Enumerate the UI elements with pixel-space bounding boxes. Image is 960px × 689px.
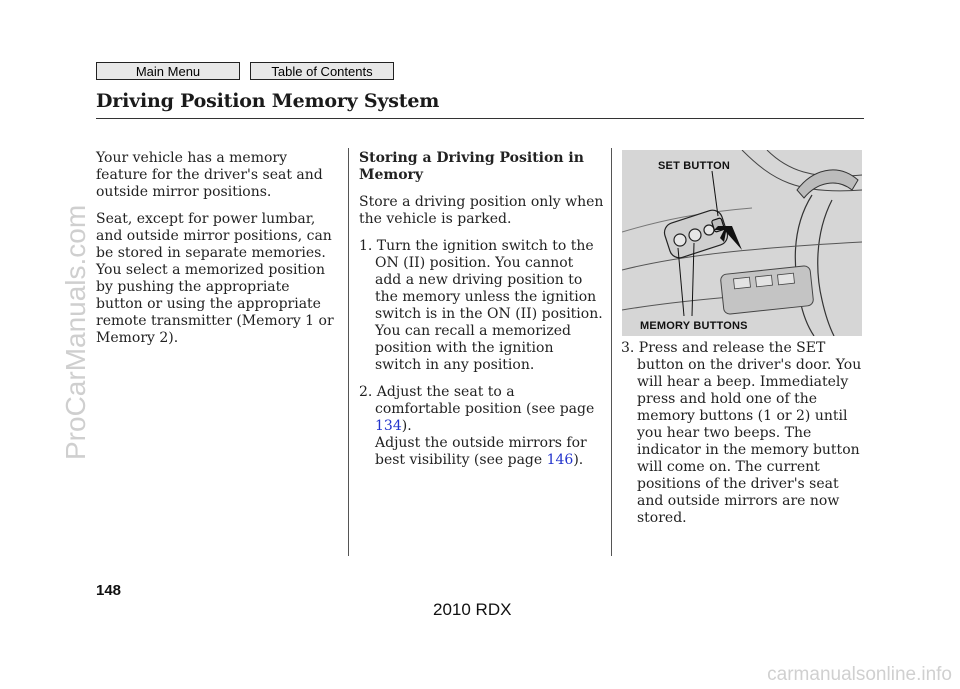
intro-paragraph-1: Your vehicle has a memory feature for the driver's seat and outside mirror positions. — [96, 150, 323, 200]
step-1: 1. Turn the ignition switch to the ON (II) position. You cannot add a new driving position to the memory unless the ignition switch is in the ON (II) position. You can recall a memorized position with the ignition switch in any position. — [359, 238, 603, 373]
intro-paragraph-2: Seat, except for power lumbar, and outside mirror positions, can be stored in separate memories. You select a memorized position by pushing the appropriate button or using the appropriate remote transmitter (Memory 1 or Memory 2). — [96, 211, 334, 346]
step-2-text-b: ). — [401, 418, 412, 434]
section-intro: Store a driving position only when the vehicle is parked. — [359, 194, 604, 227]
column-intro — [96, 150, 334, 357]
memory-buttons-label: MEMORY BUTTONS — [640, 320, 748, 332]
page-link-134[interactable]: 134 — [375, 418, 402, 434]
page-number: 148 — [96, 582, 122, 599]
page-link-146[interactable]: 146 — [546, 452, 574, 468]
step-2-text-a: 2. Adjust the seat to a comfortable position (see page — [359, 384, 595, 417]
section-heading: Storing a Driving Position in Memory — [359, 150, 584, 183]
door-panel-illustration — [622, 150, 862, 336]
step-2-text-c: Adjust the outside mirrors for best visibility (see page — [375, 435, 587, 468]
door-panel-drawing — [622, 150, 862, 336]
title-divider — [96, 118, 864, 119]
step-2 — [359, 384, 604, 469]
table-of-contents-button[interactable]: Table of Contents — [250, 62, 394, 80]
page-title: Driving Position Memory System — [96, 90, 440, 112]
column-divider-1 — [348, 148, 349, 556]
side-watermark-text: ProCarManuals.com — [60, 204, 91, 460]
column-divider-2 — [611, 148, 612, 556]
main-menu-button[interactable]: Main Menu — [96, 62, 240, 80]
step-3: 3. Press and release the SET button on the driver's door. You will hear a beep. Immediately press and hold one of the memory buttons (1 or 2) until you hear two beeps. The indicator in the memory button will come on. The current positions of the driver's seat and outside mirrors are now stored. — [621, 340, 862, 526]
column-step3 — [621, 340, 866, 537]
model-footer: 2010 RDX — [433, 600, 512, 619]
bottom-watermark: carmanualsonline.info — [767, 664, 952, 685]
step-2-text-d: ). — [573, 452, 584, 468]
column-storing — [359, 150, 604, 469]
set-button-label: SET BUTTON — [658, 160, 731, 172]
